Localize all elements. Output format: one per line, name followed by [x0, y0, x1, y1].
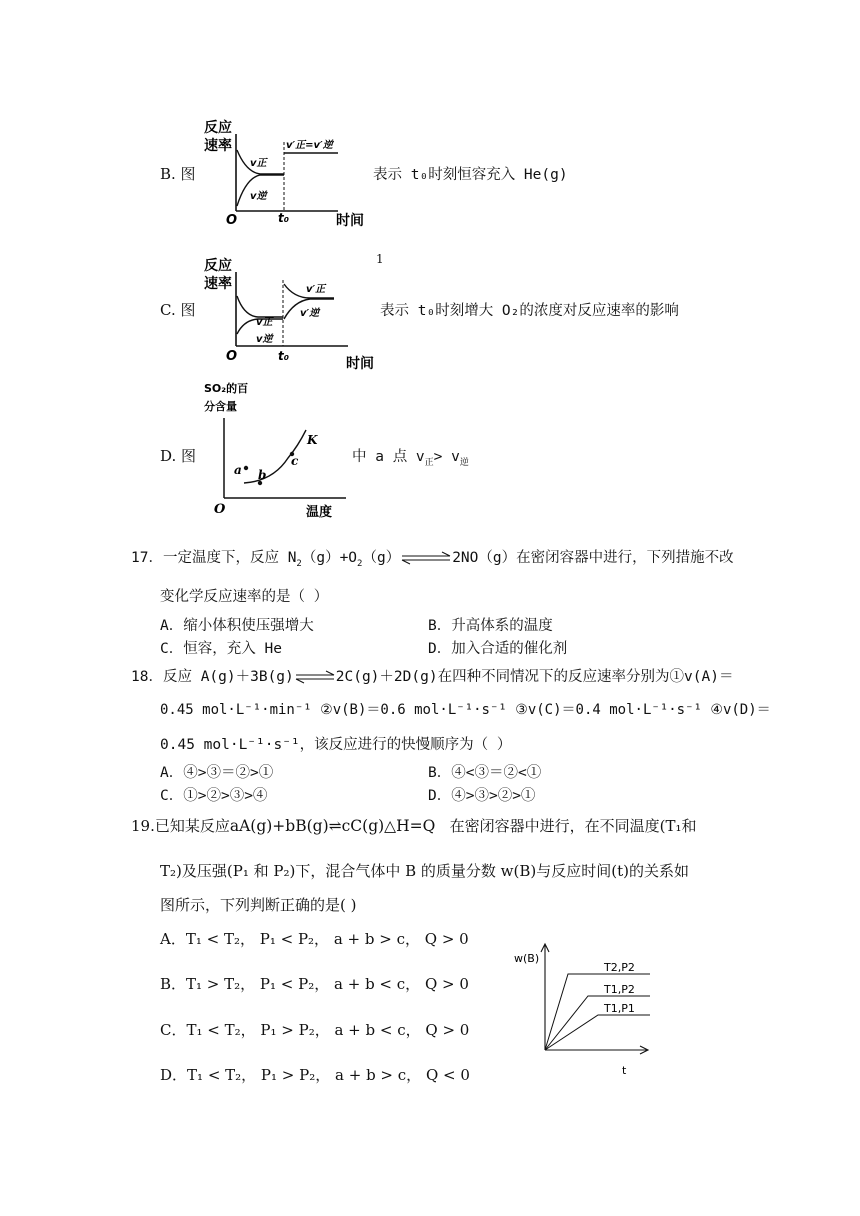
q17-equilibrium-arrow — [400, 551, 452, 565]
q19-line-t1p1 — [545, 1015, 650, 1050]
fig-b-xlabel: 时间 — [336, 213, 364, 228]
fig-c-v-reverse: v逆 — [256, 334, 273, 345]
q19-line3: 图所示，下列判断正确的是( ) — [160, 896, 357, 914]
q19-option-a: A．T₁ < T₂， P₁ < P₂， a + b > c， Q > 0 — [160, 930, 469, 948]
q19-series-t1p2: T1,P2 — [604, 983, 635, 996]
q17-line2: 变化学反应速率的是（ ） — [160, 589, 329, 605]
fig-c-t0: t₀ — [278, 349, 289, 363]
q18-line1-b: 2C(g)＋2D(g)在四种不同情况下的反应速率分别为①v(A)＝ — [335, 669, 734, 685]
fig-b-v-forward: v正 — [250, 158, 267, 169]
q17-option-b: B．升高体系的温度 — [428, 618, 553, 634]
option-d-gt: > v — [433, 449, 460, 465]
q18-equilibrium-arrow — [294, 670, 336, 684]
fig-b-t0: t₀ — [278, 211, 289, 225]
fig-c-origin: O — [226, 349, 238, 364]
fig-c-forward-curve — [237, 296, 283, 317]
q17-option-a: A．缩小体积使压强增大 — [160, 618, 314, 634]
q19-line2: T₂)及压强(P₁ 和 P₂)下，混合气体中 B 的质量分数 w(B)与反应时间(t)的关系如 — [160, 862, 689, 880]
q19-line1-b: 在密闭容器中进行，在不同温度(T₁和 — [449, 817, 697, 835]
q19-reaction: aA(g)+bB(g)⇌cC(g)△H=Q — [229, 817, 436, 835]
q17-line1-b: （g）+O — [301, 550, 358, 566]
fig-b-ylabel-1: 反应 — [204, 120, 232, 136]
fig-b-ylabel-2: 速率 — [204, 138, 232, 154]
q18-line3: 0.45 mol·L⁻¹·s⁻¹，该反应进行的快慢顺序为（ ） — [160, 737, 512, 753]
q19-option-b: B．T₁ > T₂， P₁ < P₂， a + b < c， Q > 0 — [160, 975, 469, 993]
fig-d-point-a — [244, 466, 248, 470]
figure-c-rate-time — [198, 254, 380, 374]
fig-d-origin: O — [214, 502, 226, 517]
option-d-sub-forward: 正 — [424, 457, 434, 468]
q18-line1-a: 18．反应 A(g)＋3B(g) — [131, 669, 294, 685]
q19-series-t1p1: T1,P1 — [604, 1002, 635, 1015]
q19-option-c: C．T₁ < T₂， P₁ > P₂， a + b < c， Q > 0 — [160, 1021, 470, 1039]
q19-ylabel: w(B) — [514, 952, 540, 965]
fig-b-v-equal: v′正=v′逆 — [286, 140, 333, 151]
q17-option-c: C．恒容，充入 He — [160, 641, 282, 657]
option-c-label: C. 图 — [160, 301, 196, 319]
q19-line1 — [131, 815, 697, 836]
fig-d-ylabel-1: SO₂的百 — [204, 382, 249, 395]
fig-d-label-b: b — [258, 468, 267, 482]
q18-option-b: B．④<③＝②<① — [428, 765, 542, 781]
q18-line2: 0.45 mol·L⁻¹·min⁻¹ ②v(B)＝0.6 mol·L⁻¹·s⁻¹ ③v(C)＝0.4 mol·L⁻¹·s⁻¹ ④v(D)＝ — [160, 702, 771, 718]
figure-d-so2-temperature — [198, 378, 353, 520]
q17-line1-d: 2NO（g）在密闭容器中进行，下列措施不改 — [452, 550, 734, 566]
option-d-label: D. 图 — [160, 447, 197, 465]
option-c-text: 表示 t₀时刻增大 O₂的浓度对反应速率的影响 — [380, 303, 679, 319]
fig-d-label-c: c — [291, 454, 299, 468]
fig-b-origin: O — [226, 213, 238, 228]
fig-b-v-reverse: v逆 — [250, 191, 267, 202]
q18-option-a: A．④>③＝②>① — [160, 765, 274, 781]
fig-c-ylabel-1: 反应 — [204, 258, 232, 274]
q18-option-c: C．①>②>③>④ — [160, 788, 268, 804]
q17-line1-a: 17．一定温度下，反应 N — [131, 550, 297, 566]
fig-d-ylabel-2: 分含量 — [204, 400, 237, 413]
fig-d-label-a: a — [234, 463, 242, 477]
fig-c-v-reverse-new: v′逆 — [300, 308, 320, 319]
q19-xlabel: t — [622, 1064, 627, 1077]
fig-d-label-k: K — [307, 433, 318, 447]
fig-c-xlabel: 时间 — [346, 356, 374, 372]
q19-line1-a: 19.已知某反应 — [131, 817, 230, 835]
q17-line1: 17．一定温度下，反应 $N_2(g)+O_2(g)$ 2NO（g）在密闭容器中进行，下列措施不改 — [131, 550, 734, 569]
q19-option-d: D．T₁ < T₂， P₁ > P₂， a + b > c， Q < 0 — [160, 1066, 470, 1084]
option-d-text-prefix: 中 a 点 v — [352, 449, 425, 465]
q19-graph — [508, 940, 658, 1080]
figure-b-rate-time — [198, 116, 368, 228]
q18-option-d: D．④>③>②>① — [428, 788, 536, 804]
stray-mark: 1 — [376, 252, 384, 266]
fig-d-xlabel: 温度 — [306, 505, 333, 520]
fig-c-ylabel-2: 速率 — [204, 276, 232, 292]
option-d-sub-reverse: 逆 — [459, 457, 469, 468]
q18-line1 — [131, 665, 733, 686]
option-b-label: B. 图 — [160, 165, 196, 183]
fig-c-v-forward-new: v′正 — [306, 284, 326, 295]
q19-series-t2p2: T2,P2 — [604, 961, 635, 974]
option-b-text: 表示 t₀时刻恒容充入 He(g) — [373, 167, 568, 183]
q17-option-d: D．加入合适的催化剂 — [428, 641, 568, 657]
fig-c-v-forward: v正 — [256, 317, 273, 328]
q17-line1-c: （g） — [362, 550, 401, 566]
option-d-text — [352, 445, 469, 468]
